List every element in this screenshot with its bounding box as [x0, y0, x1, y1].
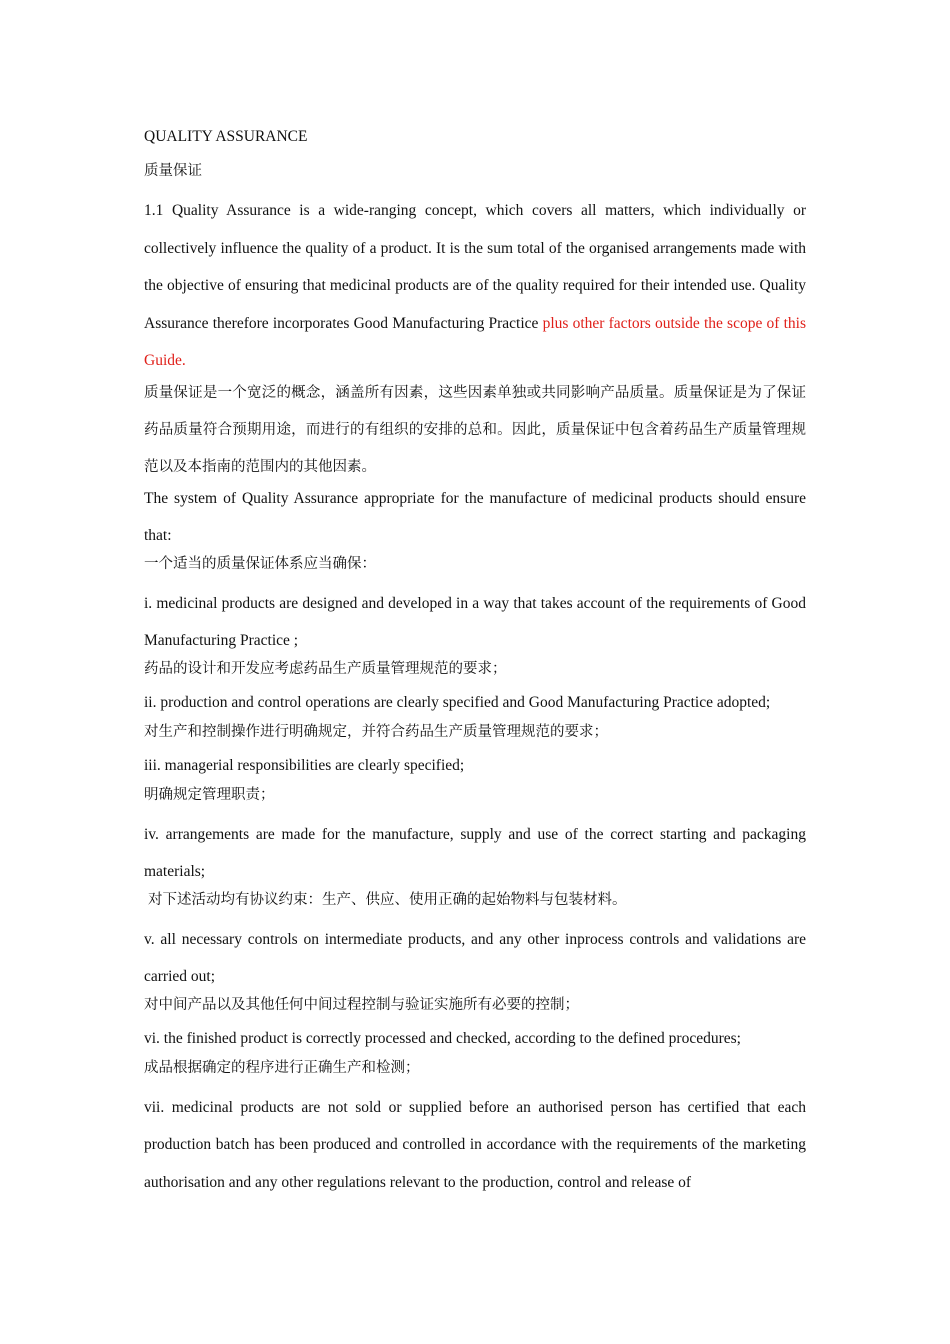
- title-en: QUALITY ASSURANCE: [144, 128, 308, 145]
- item-iv-en: iv. arrangements are made for the manufacture, supply and use of the correct starting and packaging materials;: [144, 825, 806, 880]
- item-i-en: i. medicinal products are designed and developed in a way that takes account of the requirements of Good Manufacturing Practice ;: [144, 594, 806, 649]
- title-cn: 质量保证: [144, 163, 202, 179]
- paragraph-1-en-main: 1.1 Quality Assurance is a wide-ranging concept, which covers all matters, which individually or collectively influence the quality of a product. It is the sum total of the organised arrangements made with the objective of ensuring that medicinal products are of the quality required for their intended use. Quality Assurance therefore incorporates Good Manufacturing Practice: [144, 202, 806, 332]
- item-iii-en: iii. managerial responsibilities are clearly specified;: [144, 756, 465, 774]
- paragraph-2-en: The system of Quality Assurance appropriate for the manufacture of medicinal products should ensure that:: [144, 489, 806, 544]
- item-ii-cn: 对生产和控制操作进行明确规定，并符合药品生产质量管理规范的要求；: [144, 723, 608, 740]
- document-page: [144, 124, 806, 1201]
- item-vii-en: vii. medicinal products are not sold or supplied before an authorised person has certified that each production batch has been produced and controlled in accordance with the requirements of the marketing authorisation and any other regulations relevant to the production, control and release of: [144, 1098, 806, 1191]
- item-vi-en: vi. the finished product is correctly processed and checked, according to the defined procedures;: [144, 1029, 741, 1047]
- paragraph-1-en: [144, 192, 806, 380]
- item-vi-cn: 成品根据确定的程序进行正确生产和检测；: [144, 1059, 420, 1076]
- item-i-cn: 药品的设计和开发应考虑药品生产质量管理规范的要求；: [144, 660, 507, 677]
- item-v-en: v. all necessary controls on intermediate products, and any other inprocess controls and validations are carried out;: [144, 930, 806, 985]
- item-ii-en: ii. production and control operations are clearly specified and Good Manufacturing Practice adopted;: [144, 693, 771, 711]
- paragraph-1-cn: 质量保证是一个宽泛的概念，涵盖所有因素，这些因素单独或共同影响产品质量。质量保证是为了保证药品质量符合预期用途，而进行的有组织的安排的总和。因此，质量保证中包含着药品生产质量管理规范以及本指南的范围内的其他因素。: [144, 384, 806, 475]
- item-iii-cn: 明确规定管理职责；: [144, 786, 275, 803]
- paragraph-1-en-highlight: plus other factors outside the scope of this Guide.: [144, 314, 806, 369]
- item-iv-cn: 对下述活动均有协议约束：生产、供应、使用正确的起始物料与包装材料。: [148, 891, 627, 908]
- paragraph-2-cn: 一个适当的质量保证体系应当确保：: [144, 555, 376, 572]
- item-v-cn: 对中间产品以及其他任何中间过程控制与验证实施所有必要的控制；: [144, 996, 579, 1013]
